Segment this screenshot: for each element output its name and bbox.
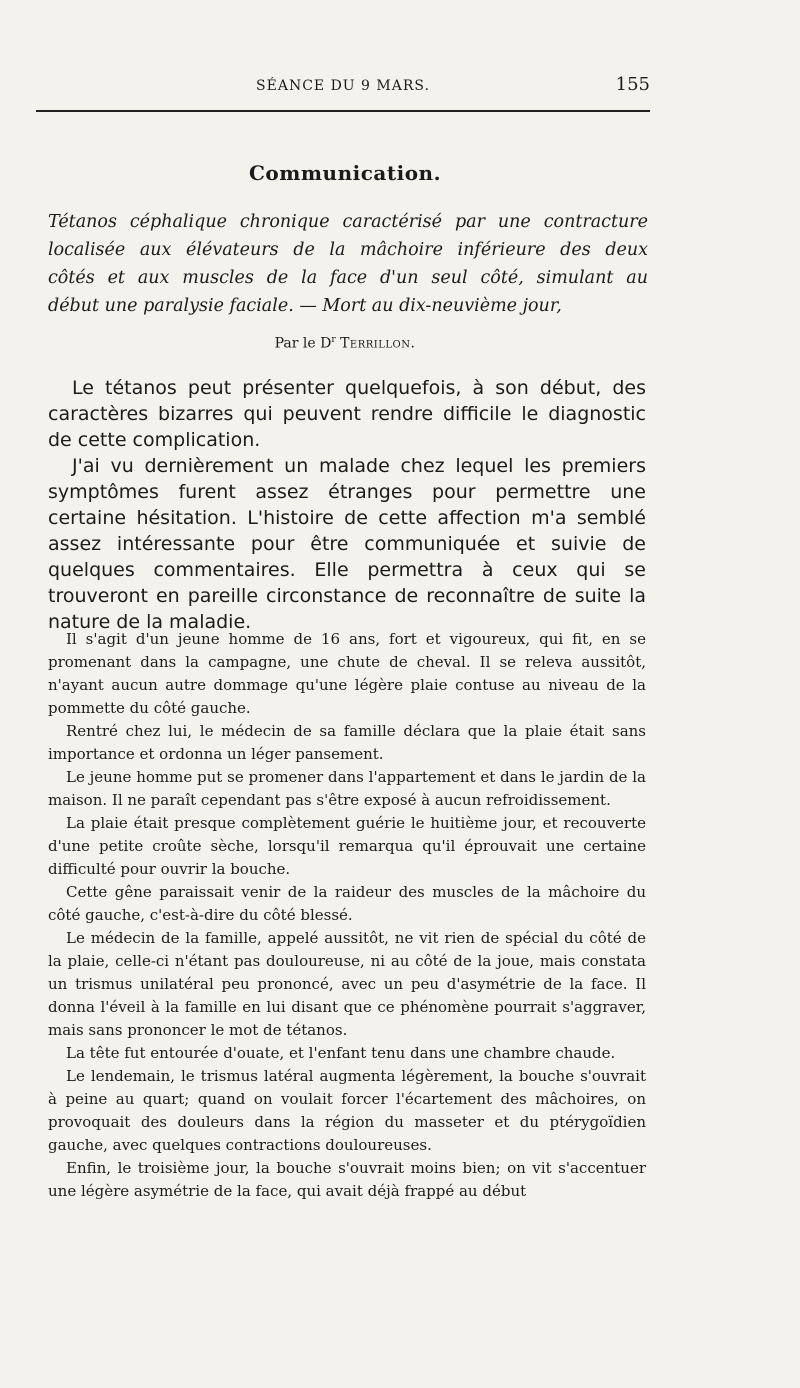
byline-author: Terrillon. bbox=[340, 335, 416, 352]
body-paragraph: La plaie était presque complètement guérie le huitième jour, et recouverte d'une petite croûte sèche, lorsqu'il remarqua qu'il éprouvait une certaine difficulté pour ouvrir la bouche. bbox=[48, 814, 646, 878]
body-paragraph: Rentré chez lui, le médecin de sa famille déclara que la plaie était sans importance et ordonna un léger pansement. bbox=[48, 722, 646, 763]
article-title-line: début une paralysie faciale. — Mort au dix-neuvième jour, bbox=[48, 296, 562, 316]
running-title: SÉANCE DU 9 MARS. bbox=[256, 78, 430, 94]
body-paragraph: Le lendemain, le trismus latéral augmenta légèrement, la bouche s'ouvrait à peine au quart; quand on voulait forcer l'écartement des mâchoires, on provoquait des douleurs dans la région du masseter et du ptérygoïdien gauche, avec quelques contractions douloureuses. bbox=[48, 1067, 646, 1154]
body-paragraph: Le jeune homme put se promener dans l'appartement et dans le jardin de la maison. Il ne paraît cependant pas s'être exposé à aucun refroidissement. bbox=[48, 768, 646, 809]
body-paragraph: Il s'agit d'un jeune homme de 16 ans, fort et vigoureux, qui fit, en se promenant dans la campagne, une chute de cheval. Il se releva aussitôt, n'ayant aucun autre dommage qu'une légère plaie contuse au niveau de la pommette du côté gauche. bbox=[48, 630, 646, 717]
running-head bbox=[36, 74, 650, 100]
article-title-line: localisée aux élévateurs de la mâchoire inférieure des deux bbox=[48, 240, 648, 260]
article-title bbox=[48, 208, 648, 320]
body-paragraph: Le médecin de la famille, appelé aussitôt, ne vit rien de spécial du côté de la plaie, celle-ci n'étant pas douloureuse, ni au côté de la joue, mais constata un trismus unilatéral peu prononcé, avec un peu d'asymétrie de la face. Il donna l'éveil à la famille en lui disant que ce phénomène pourrait s'aggraver, mais sans prononcer le mot de tétanos. bbox=[48, 929, 646, 1039]
page-number: 155 bbox=[615, 74, 650, 95]
byline-sup: r bbox=[331, 335, 336, 345]
section-title: Communication. bbox=[248, 161, 442, 185]
article-title-line: côtés et aux muscles de la face d'un seul côté, simulant au bbox=[48, 268, 648, 288]
byline bbox=[0, 335, 690, 352]
intro-paragraph: Le tétanos peut présenter quelquefois, à son début, des caractères bizarres qui peuvent rendre difficile le diagnostic de cette complication. bbox=[48, 377, 646, 451]
intro-paragraph: J'ai vu dernièrement un malade chez lequel les premiers symptômes furent assez étranges pour permettre une certaine hésitation. L'histoire de cette affection m'a semblé assez intéressante pour être communiquée et suivie de quelques commentaires. Elle permettra à ceux qui se trouveront en pareille circonstance de reconnaître de suite la nature de la maladie. bbox=[48, 455, 646, 633]
byline-prefix: Par le D bbox=[274, 335, 332, 352]
body-paragraph: La tête fut entourée d'ouate, et l'enfant tenu dans une chambre chaude. bbox=[66, 1044, 616, 1062]
case-report-text bbox=[48, 628, 646, 1203]
body-paragraph: Cette gêne paraissait venir de la raideur des muscles de la mâchoire du côté gauche, c'est-à-dire du côté blessé. bbox=[48, 883, 646, 924]
body-paragraph: Enfin, le troisième jour, la bouche s'ouvrait moins bien; on vit s'accentuer une légère asymétrie de la face, qui avait déjà frappé au début bbox=[48, 1159, 646, 1200]
article-title-line: Tétanos céphalique chronique caractérisé par une contracture bbox=[48, 212, 648, 232]
intro-text bbox=[48, 375, 646, 635]
header-rule bbox=[36, 110, 650, 112]
